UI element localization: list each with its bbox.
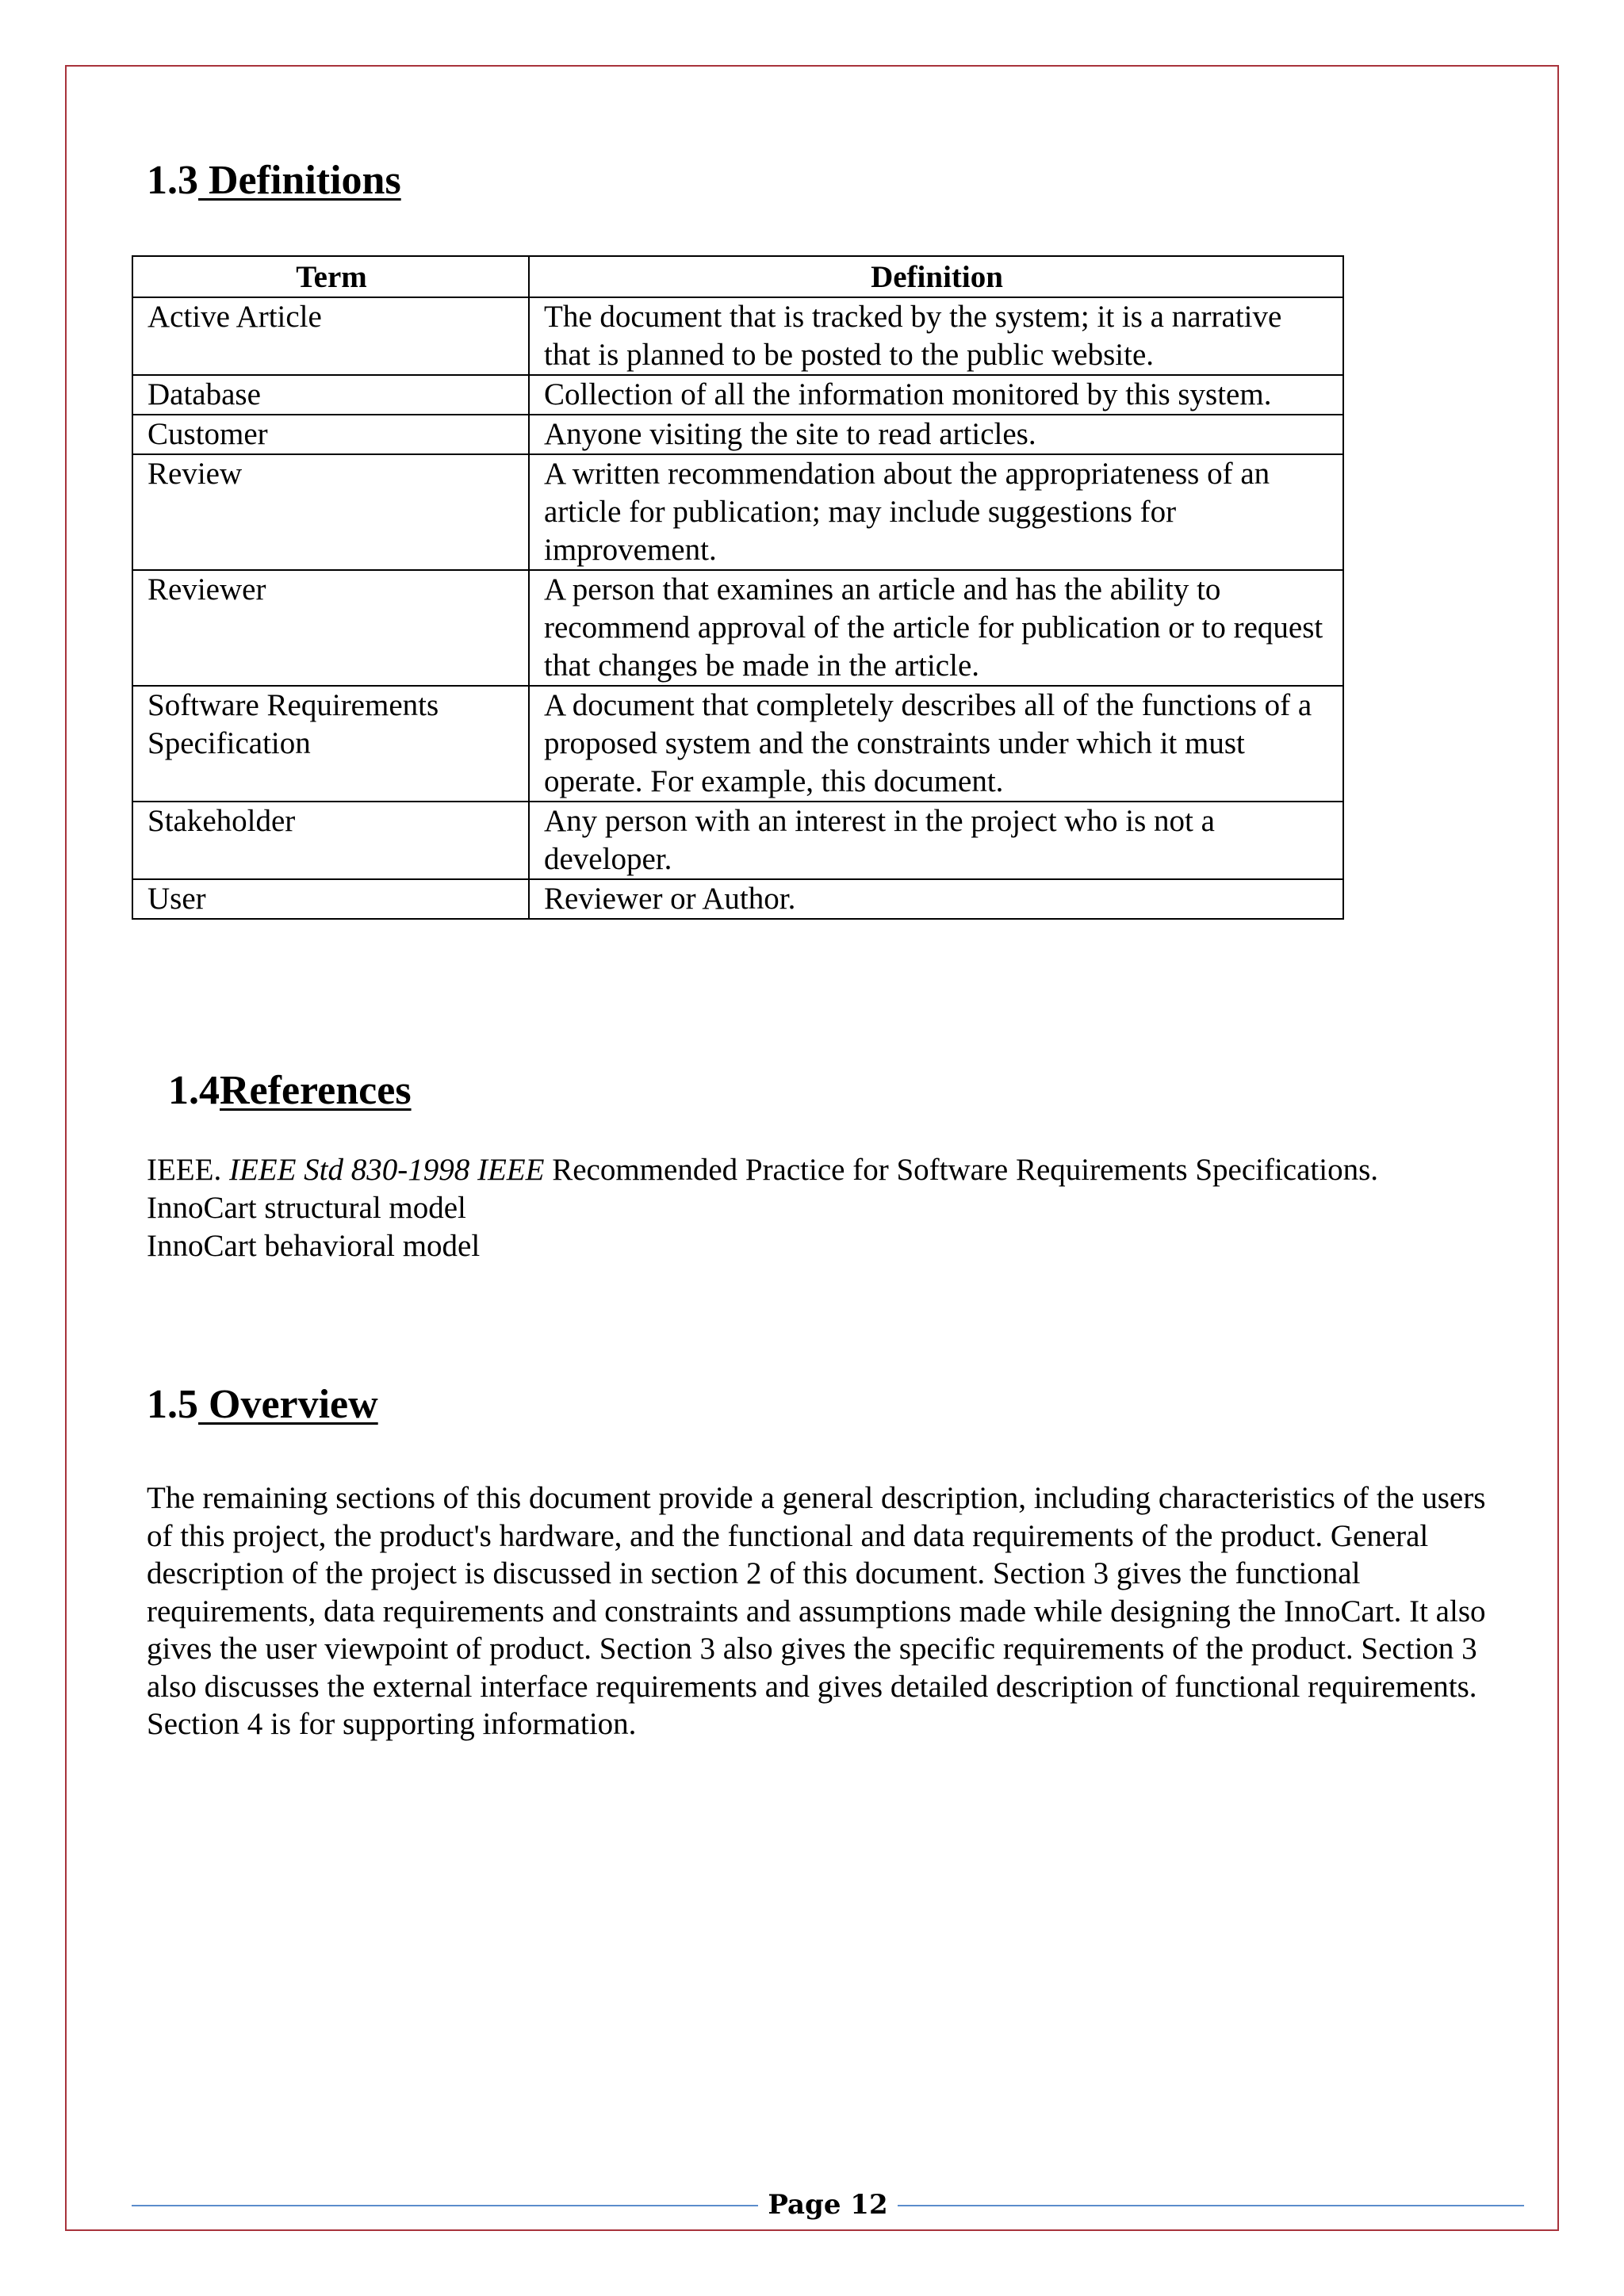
reference-item: InnoCart behavioral model: [147, 1229, 481, 1263]
footer-rule-right: [898, 2205, 1524, 2206]
term-cell: Reviewer: [132, 570, 529, 686]
definition-cell: A written recommendation about the appropriateness of an article for publication; may include suggestions for improvement.: [529, 454, 1343, 570]
footer-rule-left: [132, 2205, 758, 2206]
definition-cell: A document that completely describes all of the functions of a proposed system and the constraints under which it must operate. For example, this document.: [529, 686, 1343, 802]
overview-title: Overview: [198, 1382, 378, 1427]
definition-cell: Reviewer or Author.: [529, 879, 1343, 919]
definition-cell: The document that is tracked by the system; it is a narrative that is planned to be posted to the public website.: [529, 297, 1343, 375]
table-row: [132, 454, 1343, 570]
table-row: [132, 375, 1343, 415]
reference-item: IEEE. IEEE Std 830-1998 IEEE Recommended Practice for Software Requirements Specifications.: [147, 1153, 1379, 1187]
definition-cell: Anyone visiting the site to read articles.: [529, 415, 1343, 454]
overview-heading: [147, 1381, 378, 1429]
table-row: [132, 879, 1343, 919]
overview-paragraph: The remaining sections of this document provide a general description, including characteristics of the users of this project, the product's hardware, and the functional and data requirements of the product. General description of the project is discussed in section 2 of this document. Section 3 gives the functional requirements, data requirements and constraints and assumptions made while designing the InnoCart. It also gives the user viewpoint of product. Section 3 also gives the specific requirements of the product. Section 3 also discusses the external interface requirements and gives detailed description of functional requirements. Section 4 is for supporting information.: [147, 1481, 1486, 1741]
references-heading: [168, 1067, 412, 1115]
definitions-table: [132, 255, 1344, 920]
reference-item: InnoCart structural model: [147, 1191, 466, 1225]
term-cell: Customer: [132, 415, 529, 454]
page-footer: [132, 2185, 1524, 2225]
term-column-header: Term: [132, 256, 529, 297]
table-row: [132, 686, 1343, 802]
table-header-row: [132, 256, 1343, 297]
table-row: [132, 570, 1343, 686]
page-number: Page 12: [768, 2189, 888, 2221]
term-cell: User: [132, 879, 529, 919]
references-title: References: [220, 1068, 412, 1113]
definition-cell: A person that examines an article and has the ability to recommend approval of the article for publication or to request that changes be made in the article.: [529, 570, 1343, 686]
term-cell: Database: [132, 375, 529, 415]
term-cell: Stakeholder: [132, 802, 529, 879]
term-cell: Review: [132, 454, 529, 570]
references-number: 1.4: [168, 1068, 220, 1113]
table-row: [132, 802, 1343, 879]
definitions-title: Definitions: [198, 158, 401, 203]
table-row: [132, 415, 1343, 454]
references-list: [147, 1151, 1378, 1265]
definition-cell: Any person with an interest in the project who is not a developer.: [529, 802, 1343, 879]
definitions-heading: [147, 157, 401, 205]
table-row: [132, 297, 1343, 375]
definitions-number: 1.3: [147, 158, 198, 203]
definition-column-header: Definition: [529, 256, 1343, 297]
term-cell: Software Requirements Specification: [132, 686, 529, 802]
term-cell: Active Article: [132, 297, 529, 375]
definition-cell: Collection of all the information monitored by this system.: [529, 375, 1343, 415]
overview-number: 1.5: [147, 1382, 198, 1427]
